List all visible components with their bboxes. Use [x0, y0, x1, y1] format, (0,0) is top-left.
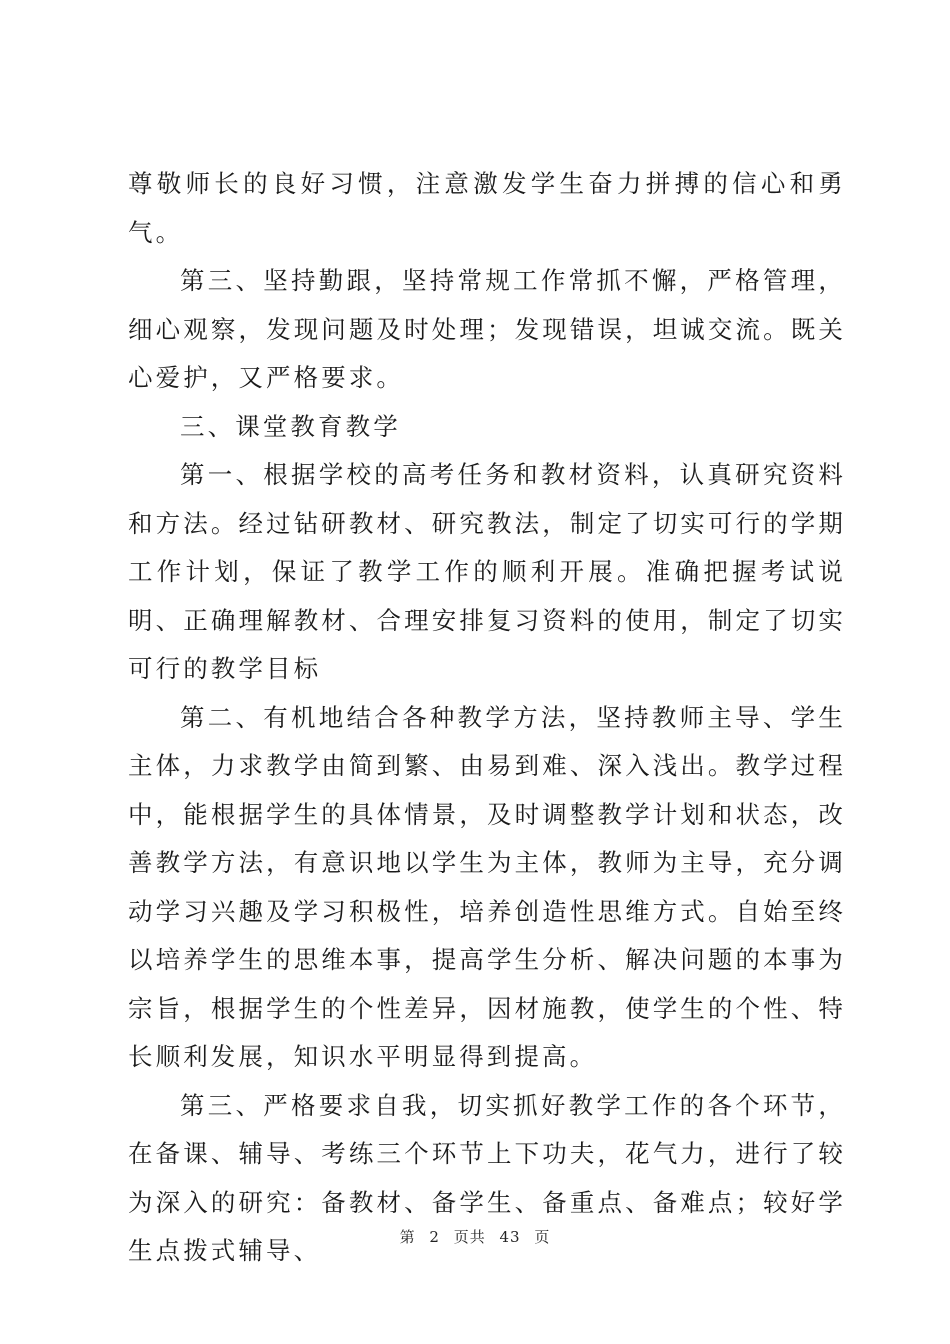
paragraph-point-one: 第一、根据学校的高考任务和教材资料，认真研究资料和方法。经过钻研教材、研究教法，制定了切实可行的学期工作计划，保证了教学工作的顺利开展。准确把握考试说明、正确理解教材、合理安排复习资料的使用，制定了切实可行的教学目标	[128, 460, 846, 683]
document-body	[128, 160, 846, 1276]
page-footer: 第 2 页共 43 页	[399, 1228, 551, 1246]
paragraph-continuation: 尊敬师长的良好习惯，注意激发学生奋力拼搏的信心和勇气。	[128, 169, 846, 247]
paragraph-point-three-self: 第三、严格要求自我，切实抓好教学工作的各个环节，在备课、辅导、考练三个环节上下功夫，花气力，进行了较为深入的研究：备教材、备学生、备重点、备难点；较好学生点拨式辅导、	[128, 1090, 846, 1265]
paragraph-point-three-discipline: 第三、坚持勤跟，坚持常规工作常抓不懈，严格管理，细心观察，发现问题及时处理；发现错误，坦诚交流。既关心爱护，又严格要求。	[128, 266, 846, 392]
section-heading-classroom-teaching: 三、课堂教育教学	[180, 411, 401, 441]
paragraph-point-two: 第二、有机地结合各种教学方法，坚持教师主导、学生主体，力求教学由简到繁、由易到难、深入浅出。教学过程中，能根据学生的具体情景，及时调整教学计划和状态，改善教学方法，有意识地以学生为主体，教师为主导，充分调动学习兴趣及学习积极性，培养创造性思维方式。自始至终以培养学生的思维本事，提高学生分析、解决问题的本事为宗旨，根据学生的个性差异，因材施教，使学生的个性、特长顺利发展，知识水平明显得到提高。	[128, 702, 846, 1071]
